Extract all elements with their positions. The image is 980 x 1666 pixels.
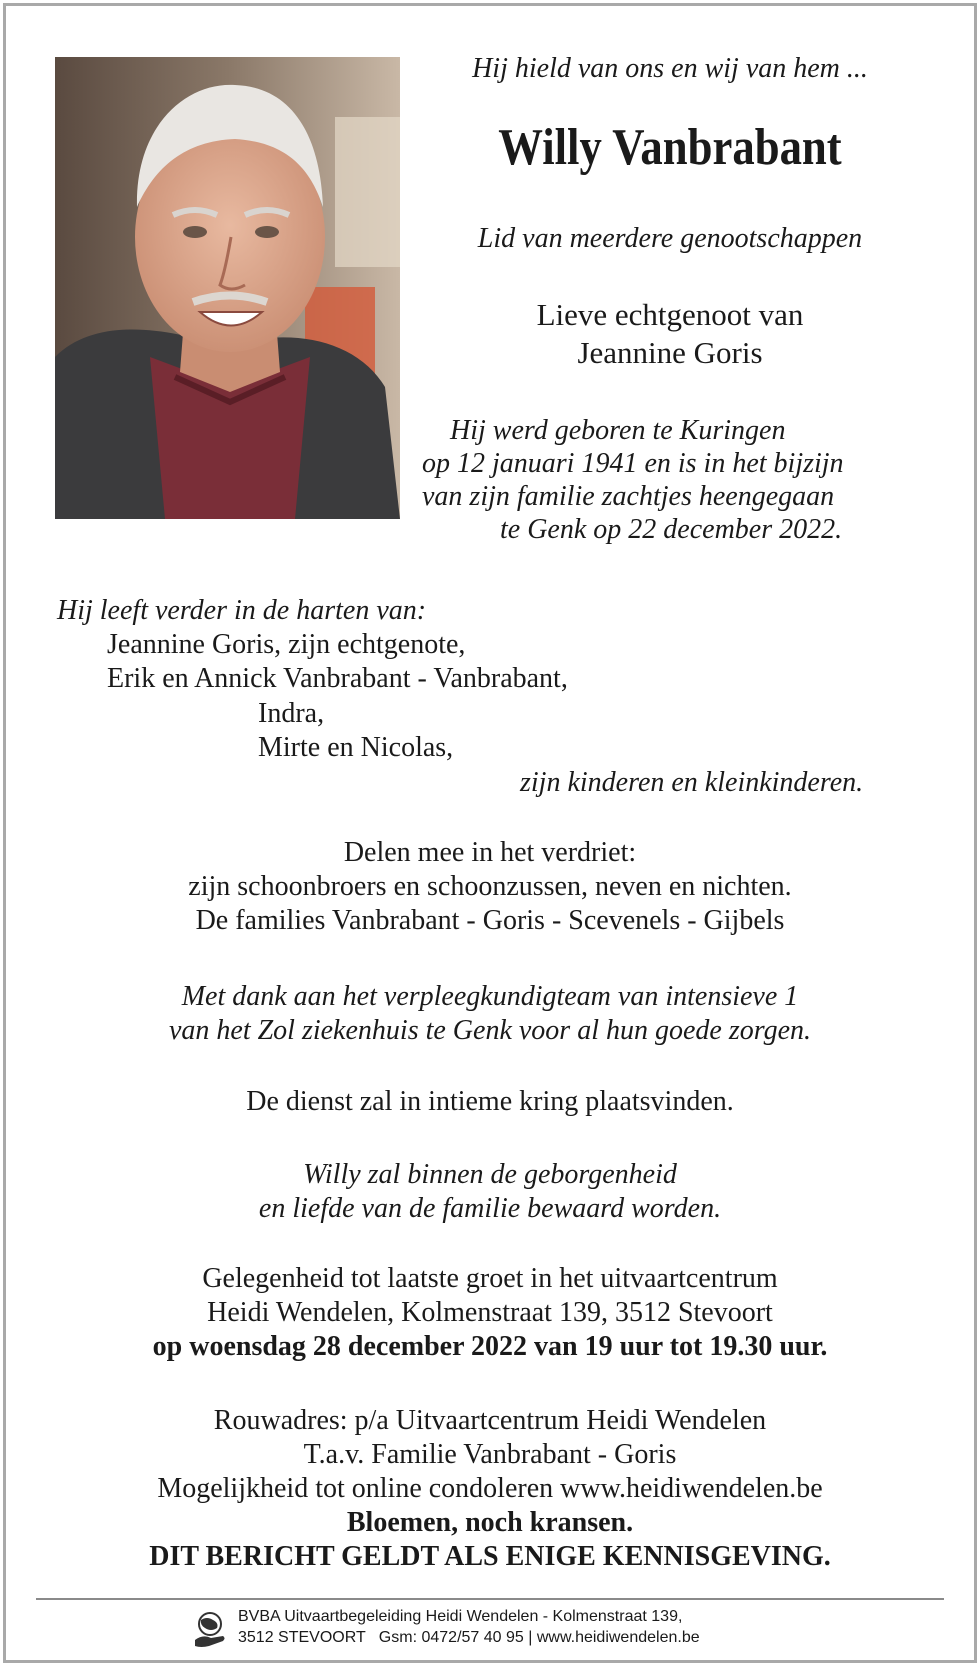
address-line-4: Bloemen, noch kransen. xyxy=(346,1507,634,1538)
deceased-name: Willy Vanbrabant xyxy=(498,119,842,176)
spouse-block xyxy=(410,296,930,372)
sharing-line-2: zijn schoonbroers en schoonzussen, neven en nichten. xyxy=(188,871,792,902)
birth-line-3: van zijn familie zachtjes heengegaan xyxy=(422,481,835,512)
birth-line-1: Hij werd geboren te Kuringen xyxy=(450,415,786,446)
portrait-photo xyxy=(55,57,400,519)
address-line-2: T.a.v. Familie Vanbrabant - Goris xyxy=(303,1439,677,1470)
farewell-line-2: Heidi Wendelen, Kolmenstraat 139, 3512 Stevoort xyxy=(207,1297,773,1328)
name-wrapper xyxy=(410,118,930,178)
birth-line-4: te Genk op 22 december 2022. xyxy=(500,514,843,545)
birth-death-block xyxy=(400,414,940,546)
footer-divider xyxy=(36,1598,944,1600)
farewell-line-3: op woensdag 28 december 2022 van 19 uur tot 19.30 uur. xyxy=(152,1331,828,1362)
footer-line-2: 3512 STEVOORT Gsm: 0472/57 40 95 | www.heidiwendelen.be xyxy=(238,1629,700,1646)
membership-line: Lid van meerdere genootschappen xyxy=(477,223,863,254)
farewell-block xyxy=(40,1262,940,1364)
sharing-line-1: Delen mee in het verdriet: xyxy=(343,837,637,868)
sharing-block xyxy=(40,836,940,938)
sharing-line-3: De families Vanbrabant - Goris - Scevenels - Gijbels xyxy=(195,905,785,936)
spouse-line-2: Jeannine Goris xyxy=(577,335,763,370)
address-line-1: Rouwadres: p/a Uitvaartcentrum Heidi Wendelen xyxy=(213,1405,767,1436)
address-block xyxy=(40,1404,940,1574)
survivor-line-4: Mirte en Nicolas, xyxy=(258,732,454,763)
address-line-3: Mogelijkheid tot online condoleren www.heidiwendelen.be xyxy=(157,1473,823,1504)
footer-block xyxy=(208,1606,768,1648)
survivor-line-3: Indra, xyxy=(258,698,325,729)
thanks-line-1: Met dank aan het verpleegkundigteam van intensieve 1 xyxy=(181,981,799,1012)
survivor-line-2: Erik en Annick Vanbrabant - Vanbrabant, xyxy=(107,663,568,694)
remembrance-line-1: Willy zal binnen de geborgenheid xyxy=(303,1159,677,1190)
thanks-line-2: van het Zol ziekenhuis te Genk voor al hun goede zorgen. xyxy=(168,1015,812,1046)
address-line-5: DIT BERICHT GELDT ALS ENIGE KENNISGEVING. xyxy=(149,1541,831,1572)
survivor-line-1: Jeannine Goris, zijn echtgenote, xyxy=(107,629,466,660)
survivors-closing: zijn kinderen en kleinkinderen. xyxy=(520,767,864,798)
farewell-line-1: Gelegenheid tot laatste groet in het uitvaartcentrum xyxy=(202,1263,778,1294)
spouse-line-1: Lieve echtgenoot van xyxy=(536,297,804,332)
thanks-block xyxy=(40,980,940,1048)
service-line: De dienst zal in intieme kring plaatsvinden. xyxy=(246,1086,734,1117)
header-quote: Hij hield van ons en wij van hem ... xyxy=(472,53,868,84)
remembrance-block xyxy=(40,1158,940,1226)
birth-line-2: op 12 januari 1941 en is in het bijzijn xyxy=(422,448,844,479)
remembrance-line-2: en liefde van de familie bewaard worden. xyxy=(258,1193,722,1224)
survivors-intro: Hij leeft verder in de harten van: xyxy=(57,595,427,626)
footer-line-1: BVBA Uitvaartbegeleiding Heidi Wendelen - Kolmenstraat 139, xyxy=(238,1608,683,1625)
